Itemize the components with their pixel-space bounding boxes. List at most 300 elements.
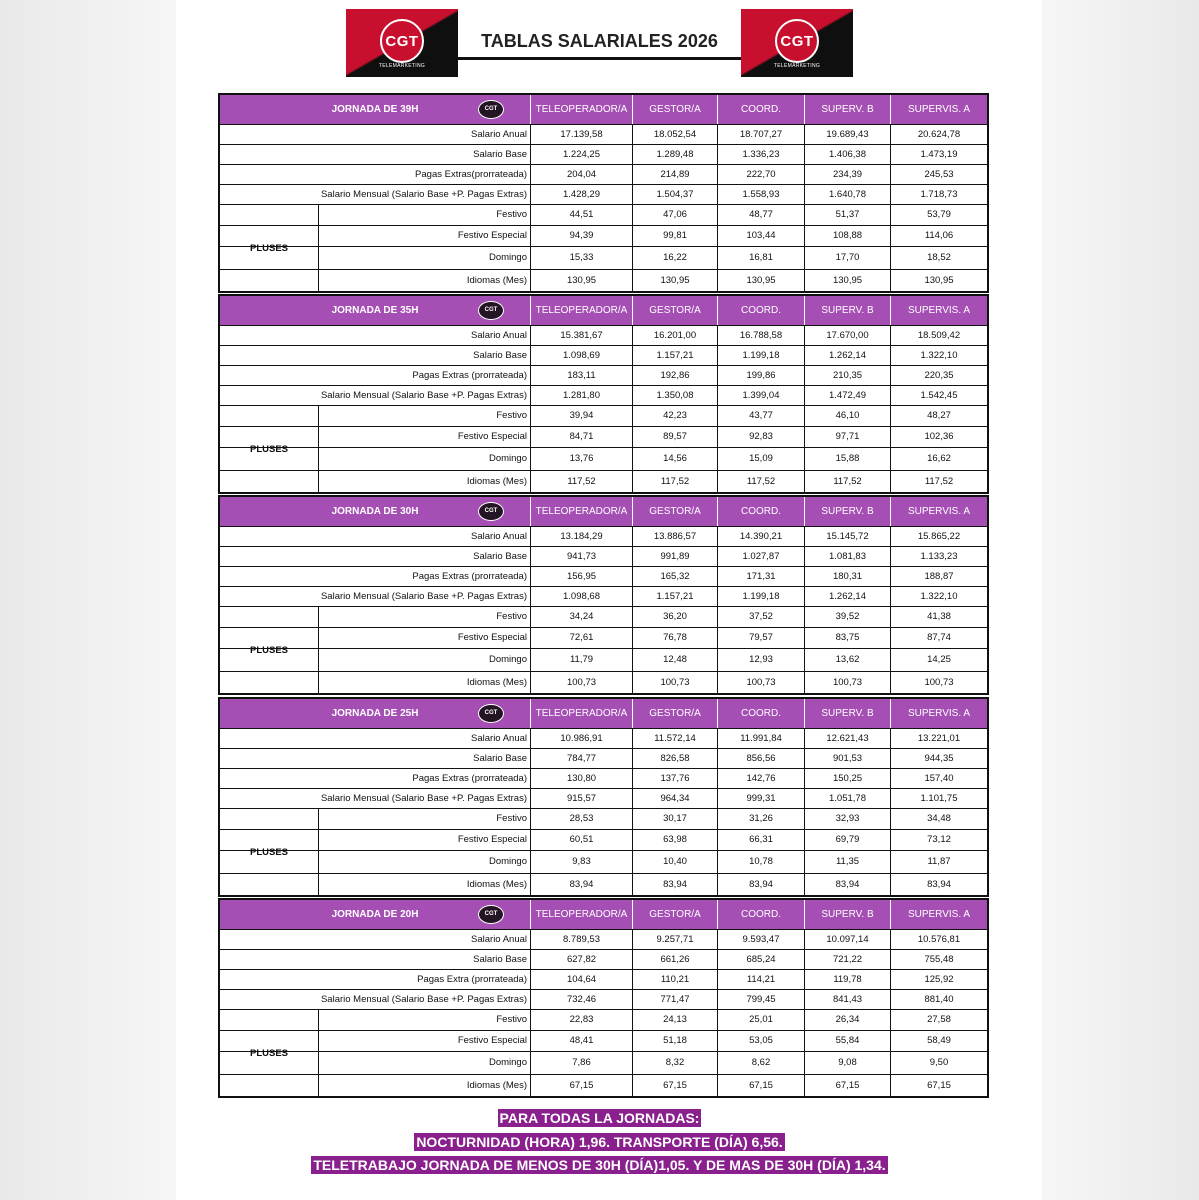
right-margin bbox=[1042, 0, 1199, 1200]
cell-value: 53,05 bbox=[717, 1031, 804, 1051]
cell-value: 16,62 bbox=[890, 448, 987, 470]
cell-value: 99,81 bbox=[632, 226, 717, 246]
table-row bbox=[220, 566, 987, 586]
cell-value: 7,86 bbox=[530, 1052, 632, 1074]
cell-value: 9.257,71 bbox=[632, 930, 717, 949]
logo-text: CGT bbox=[780, 33, 814, 50]
cell-value: 83,94 bbox=[632, 874, 717, 895]
cgt-logo-right bbox=[741, 9, 853, 77]
cgt-mini-logo: CGT bbox=[478, 301, 504, 320]
table-row bbox=[220, 546, 987, 566]
cell-value: 1.157,21 bbox=[632, 587, 717, 606]
table-row bbox=[220, 728, 987, 748]
cell-value: 941,73 bbox=[530, 547, 632, 566]
row-label: Pagas Extras(prorrateada) bbox=[415, 169, 527, 180]
cell-value: 826,58 bbox=[632, 749, 717, 768]
cell-value: 83,94 bbox=[717, 874, 804, 895]
cell-value: 83,75 bbox=[804, 628, 890, 648]
cell-value: 1.027,87 bbox=[717, 547, 804, 566]
column-header: SUPERVIS. A bbox=[890, 900, 987, 929]
cell-value: 10,40 bbox=[632, 851, 717, 873]
row-label: Festivo bbox=[318, 809, 530, 829]
row-label: Festivo bbox=[318, 406, 530, 426]
column-header: COORD. bbox=[717, 699, 804, 728]
cell-value: 48,77 bbox=[717, 205, 804, 225]
cell-value: 944,35 bbox=[890, 749, 987, 768]
salary-table-2 bbox=[218, 294, 989, 494]
row-label: Salario Anual bbox=[471, 129, 527, 140]
column-header: GESTOR/A bbox=[632, 900, 717, 929]
cell-value: 11.572,14 bbox=[632, 729, 717, 748]
cgt-mini-logo: CGT bbox=[478, 100, 504, 119]
cell-value: 1.101,75 bbox=[890, 789, 987, 808]
row-label: Idiomas (Mes) bbox=[318, 1075, 530, 1096]
cell-value: 199,86 bbox=[717, 366, 804, 385]
row-label: Pagas Extra (prorrateada) bbox=[417, 974, 527, 985]
pluses-label: PLUSES bbox=[220, 1009, 318, 1096]
cell-value: 1.322,10 bbox=[890, 587, 987, 606]
table-header bbox=[220, 296, 987, 325]
cell-value: 1.472,49 bbox=[804, 386, 890, 405]
cell-value: 36,20 bbox=[632, 607, 717, 627]
cell-value: 32,93 bbox=[804, 809, 890, 829]
cell-value: 22,83 bbox=[530, 1010, 632, 1030]
column-header: TELEOPERADOR/A bbox=[530, 95, 632, 124]
cell-value: 150,25 bbox=[804, 769, 890, 788]
cell-value: 11,87 bbox=[890, 851, 987, 873]
column-header: COORD. bbox=[717, 497, 804, 526]
cell-value: 130,80 bbox=[530, 769, 632, 788]
cell-value: 1.473,19 bbox=[890, 145, 987, 164]
logo-text: CGT bbox=[385, 33, 419, 50]
footer-line-3: TELETRABAJO JORNADA DE MENOS DE 30H (DÍA)1,05. Y DE MAS DE 30H (DÍA) 1,34. bbox=[313, 1157, 886, 1173]
cell-value: 13.184,29 bbox=[530, 527, 632, 546]
row-label: Salario Anual bbox=[471, 330, 527, 341]
row-label: Pagas Extras (prorrateada) bbox=[412, 571, 527, 582]
cell-value: 15,88 bbox=[804, 448, 890, 470]
cell-value: 58,49 bbox=[890, 1031, 987, 1051]
cell-value: 1.199,18 bbox=[717, 587, 804, 606]
cell-value: 31,26 bbox=[717, 809, 804, 829]
table-title: JORNADA DE 35H bbox=[331, 305, 419, 316]
cell-value: 1.718,73 bbox=[890, 185, 987, 204]
cell-value: 661,26 bbox=[632, 950, 717, 969]
cell-value: 114,21 bbox=[717, 970, 804, 989]
pluses-row bbox=[220, 470, 987, 492]
pluses-row bbox=[220, 246, 987, 269]
cell-value: 60,51 bbox=[530, 830, 632, 850]
column-header: SUPERVIS. A bbox=[890, 699, 987, 728]
cell-value: 67,15 bbox=[804, 1075, 890, 1096]
cell-value: 841,43 bbox=[804, 990, 890, 1009]
left-margin bbox=[0, 0, 176, 1200]
cell-value: 130,95 bbox=[717, 270, 804, 291]
table-row bbox=[220, 124, 987, 144]
cell-value: 234,39 bbox=[804, 165, 890, 184]
column-header: SUPERVIS. A bbox=[890, 95, 987, 124]
row-label: Salario Base bbox=[473, 954, 527, 965]
cell-value: 881,40 bbox=[890, 990, 987, 1009]
cell-value: 1.081,83 bbox=[804, 547, 890, 566]
table-row bbox=[220, 949, 987, 969]
cell-value: 156,95 bbox=[530, 567, 632, 586]
cell-value: 214,89 bbox=[632, 165, 717, 184]
cell-value: 1.281,80 bbox=[530, 386, 632, 405]
cgt-mini-logo: CGT bbox=[478, 502, 504, 521]
page-title: TABLAS SALARIALES 2026 bbox=[481, 31, 718, 51]
pluses-row bbox=[220, 1030, 987, 1051]
column-header: SUPERVIS. A bbox=[890, 497, 987, 526]
cell-value: 784,77 bbox=[530, 749, 632, 768]
table-row bbox=[220, 345, 987, 365]
column-header: GESTOR/A bbox=[632, 497, 717, 526]
row-label: Salario Mensual (Salario Base +P. Pagas Extras) bbox=[320, 793, 527, 804]
row-label: Salario Base bbox=[473, 149, 527, 160]
cgt-mini-logo: CGT bbox=[478, 704, 504, 723]
cell-value: 24,13 bbox=[632, 1010, 717, 1030]
cell-value: 18,52 bbox=[890, 247, 987, 269]
salary-table-1 bbox=[218, 93, 989, 293]
cell-value: 41,38 bbox=[890, 607, 987, 627]
table-title: JORNADA DE 25H bbox=[331, 708, 419, 719]
column-header: TELEOPERADOR/A bbox=[530, 497, 632, 526]
cell-value: 13.886,57 bbox=[632, 527, 717, 546]
cgt-logo-left bbox=[346, 9, 458, 77]
cell-value: 1.262,14 bbox=[804, 587, 890, 606]
cell-value: 1.157,21 bbox=[632, 346, 717, 365]
cell-value: 17.139,58 bbox=[530, 125, 632, 144]
cell-value: 171,31 bbox=[717, 567, 804, 586]
cell-value: 102,36 bbox=[890, 427, 987, 447]
cell-value: 856,56 bbox=[717, 749, 804, 768]
table-row bbox=[220, 768, 987, 788]
cell-value: 137,76 bbox=[632, 769, 717, 788]
cell-value: 18.707,27 bbox=[717, 125, 804, 144]
cell-value: 157,40 bbox=[890, 769, 987, 788]
cell-value: 11.991,84 bbox=[717, 729, 804, 748]
cell-value: 1.504,37 bbox=[632, 185, 717, 204]
cell-value: 72,61 bbox=[530, 628, 632, 648]
cell-value: 627,82 bbox=[530, 950, 632, 969]
cell-value: 117,52 bbox=[890, 471, 987, 492]
cell-value: 14.390,21 bbox=[717, 527, 804, 546]
cell-value: 83,94 bbox=[804, 874, 890, 895]
cell-value: 104,64 bbox=[530, 970, 632, 989]
cell-value: 732,46 bbox=[530, 990, 632, 1009]
cell-value: 1.051,78 bbox=[804, 789, 890, 808]
cell-value: 47,06 bbox=[632, 205, 717, 225]
cell-value: 100,73 bbox=[530, 672, 632, 693]
cell-value: 130,95 bbox=[804, 270, 890, 291]
row-label: Salario Anual bbox=[471, 531, 527, 542]
cell-value: 37,52 bbox=[717, 607, 804, 627]
row-label: Salario Mensual (Salario Base +P. Pagas Extras) bbox=[320, 189, 527, 200]
row-label: Festivo Especial bbox=[318, 628, 530, 648]
pluses-row bbox=[220, 447, 987, 470]
cell-value: 39,52 bbox=[804, 607, 890, 627]
logo-subtext: TELEMARKETING bbox=[378, 63, 426, 69]
cell-value: 1.406,38 bbox=[804, 145, 890, 164]
cell-value: 79,57 bbox=[717, 628, 804, 648]
table-row bbox=[220, 989, 987, 1009]
row-label: Salario Anual bbox=[471, 934, 527, 945]
row-label: Domingo bbox=[318, 851, 530, 873]
pluses-row bbox=[220, 1009, 987, 1030]
table-header bbox=[220, 95, 987, 124]
title-underline bbox=[458, 57, 741, 60]
logo-subtext: TELEMARKETING bbox=[773, 63, 821, 69]
cell-value: 53,79 bbox=[890, 205, 987, 225]
row-label: Idiomas (Mes) bbox=[318, 270, 530, 291]
cell-value: 43,77 bbox=[717, 406, 804, 426]
cell-value: 26,34 bbox=[804, 1010, 890, 1030]
pluses-row bbox=[220, 671, 987, 693]
pluses-label: PLUSES bbox=[220, 606, 318, 693]
cell-value: 9,83 bbox=[530, 851, 632, 873]
table-title: JORNADA DE 20H bbox=[331, 909, 419, 920]
row-label: Domingo bbox=[318, 448, 530, 470]
row-label: Pagas Extras (prorrateada) bbox=[412, 773, 527, 784]
pluses-row bbox=[220, 269, 987, 291]
pluses-row bbox=[220, 204, 987, 225]
cell-value: 204,04 bbox=[530, 165, 632, 184]
cell-value: 94,39 bbox=[530, 226, 632, 246]
row-label: Pagas Extras (prorrateada) bbox=[412, 370, 527, 381]
pluses-row bbox=[220, 1074, 987, 1096]
cell-value: 97,71 bbox=[804, 427, 890, 447]
cell-value: 66,31 bbox=[717, 830, 804, 850]
cell-value: 991,89 bbox=[632, 547, 717, 566]
row-label: Festivo Especial bbox=[318, 830, 530, 850]
cell-value: 10.576,81 bbox=[890, 930, 987, 949]
cell-value: 222,70 bbox=[717, 165, 804, 184]
cell-value: 1.542,45 bbox=[890, 386, 987, 405]
cell-value: 1.133,23 bbox=[890, 547, 987, 566]
cell-value: 13.221,01 bbox=[890, 729, 987, 748]
row-label: Festivo bbox=[318, 205, 530, 225]
cell-value: 69,79 bbox=[804, 830, 890, 850]
cell-value: 10.986,91 bbox=[530, 729, 632, 748]
cell-value: 210,35 bbox=[804, 366, 890, 385]
cell-value: 83,94 bbox=[530, 874, 632, 895]
cell-value: 100,73 bbox=[632, 672, 717, 693]
cell-value: 1.558,93 bbox=[717, 185, 804, 204]
row-label: Idiomas (Mes) bbox=[318, 471, 530, 492]
pluses-row bbox=[220, 1051, 987, 1074]
row-label: Idiomas (Mes) bbox=[318, 874, 530, 895]
cell-value: 11,79 bbox=[530, 649, 632, 671]
column-header: GESTOR/A bbox=[632, 699, 717, 728]
row-label: Festivo Especial bbox=[318, 427, 530, 447]
table-header bbox=[220, 900, 987, 929]
cell-value: 10.097,14 bbox=[804, 930, 890, 949]
table-row bbox=[220, 788, 987, 808]
cell-value: 1.199,18 bbox=[717, 346, 804, 365]
cell-value: 117,52 bbox=[804, 471, 890, 492]
cell-value: 19.689,43 bbox=[804, 125, 890, 144]
pluses-label: PLUSES bbox=[220, 405, 318, 492]
cell-value: 16.201,00 bbox=[632, 326, 717, 345]
cell-value: 9.593,47 bbox=[717, 930, 804, 949]
cell-value: 17.670,00 bbox=[804, 326, 890, 345]
cell-value: 245,53 bbox=[890, 165, 987, 184]
cell-value: 1.289,48 bbox=[632, 145, 717, 164]
table-header bbox=[220, 497, 987, 526]
cell-value: 119,78 bbox=[804, 970, 890, 989]
cell-value: 67,15 bbox=[890, 1075, 987, 1096]
pluses-row bbox=[220, 405, 987, 426]
cell-value: 999,31 bbox=[717, 789, 804, 808]
row-label: Salario Mensual (Salario Base +P. Pagas Extras) bbox=[320, 390, 527, 401]
cell-value: 34,48 bbox=[890, 809, 987, 829]
cell-value: 14,25 bbox=[890, 649, 987, 671]
cell-value: 10,78 bbox=[717, 851, 804, 873]
table-row bbox=[220, 164, 987, 184]
row-label: Festivo bbox=[318, 1010, 530, 1030]
table-header bbox=[220, 699, 987, 728]
cell-value: 117,52 bbox=[717, 471, 804, 492]
row-label: Festivo Especial bbox=[318, 1031, 530, 1051]
cell-value: 46,10 bbox=[804, 406, 890, 426]
cell-value: 685,24 bbox=[717, 950, 804, 969]
cell-value: 117,52 bbox=[530, 471, 632, 492]
cell-value: 108,88 bbox=[804, 226, 890, 246]
row-label: Salario Mensual (Salario Base +P. Pagas Extras) bbox=[320, 591, 527, 602]
cell-value: 192,86 bbox=[632, 366, 717, 385]
row-label: Salario Base bbox=[473, 753, 527, 764]
pluses-label: PLUSES bbox=[220, 204, 318, 291]
pluses-row bbox=[220, 426, 987, 447]
cell-value: 100,73 bbox=[890, 672, 987, 693]
table-row bbox=[220, 929, 987, 949]
cell-value: 18.052,54 bbox=[632, 125, 717, 144]
cell-value: 20.624,78 bbox=[890, 125, 987, 144]
column-header: GESTOR/A bbox=[632, 296, 717, 325]
footer-line-1: PARA TODAS LA JORNADAS: bbox=[499, 1110, 700, 1126]
cell-value: 1.262,14 bbox=[804, 346, 890, 365]
cell-value: 13,76 bbox=[530, 448, 632, 470]
row-label: Domingo bbox=[318, 1052, 530, 1074]
cell-value: 125,92 bbox=[890, 970, 987, 989]
table-title: JORNADA DE 30H bbox=[331, 506, 419, 517]
cell-value: 771,47 bbox=[632, 990, 717, 1009]
cell-value: 1.098,69 bbox=[530, 346, 632, 365]
cell-value: 1.350,08 bbox=[632, 386, 717, 405]
column-header: TELEOPERADOR/A bbox=[530, 699, 632, 728]
pluses-row bbox=[220, 606, 987, 627]
cell-value: 14,56 bbox=[632, 448, 717, 470]
row-label: Festivo bbox=[318, 607, 530, 627]
cell-value: 130,95 bbox=[530, 270, 632, 291]
column-header: COORD. bbox=[717, 296, 804, 325]
row-label: Idiomas (Mes) bbox=[318, 672, 530, 693]
cell-value: 12.621,43 bbox=[804, 729, 890, 748]
cell-value: 30,17 bbox=[632, 809, 717, 829]
cell-value: 114,06 bbox=[890, 226, 987, 246]
cell-value: 27,58 bbox=[890, 1010, 987, 1030]
cell-value: 8,32 bbox=[632, 1052, 717, 1074]
footer-line-2: NOCTURNIDAD (HORA) 1,96. TRANSPORTE (DÍA) 6,56. bbox=[416, 1134, 783, 1150]
column-header: SUPERV. B bbox=[804, 95, 890, 124]
cell-value: 12,93 bbox=[717, 649, 804, 671]
cell-value: 100,73 bbox=[804, 672, 890, 693]
cell-value: 11,35 bbox=[804, 851, 890, 873]
pluses-row bbox=[220, 829, 987, 850]
cell-value: 915,57 bbox=[530, 789, 632, 808]
cell-value: 67,15 bbox=[530, 1075, 632, 1096]
cell-value: 1.640,78 bbox=[804, 185, 890, 204]
pluses-row bbox=[220, 808, 987, 829]
pluses-row bbox=[220, 850, 987, 873]
pluses-row bbox=[220, 873, 987, 895]
cell-value: 42,23 bbox=[632, 406, 717, 426]
cell-value: 180,31 bbox=[804, 567, 890, 586]
cell-value: 16,81 bbox=[717, 247, 804, 269]
cell-value: 55,84 bbox=[804, 1031, 890, 1051]
table-row bbox=[220, 969, 987, 989]
cell-value: 220,35 bbox=[890, 366, 987, 385]
row-label: Salario Base bbox=[473, 350, 527, 361]
table-title: JORNADA DE 39H bbox=[331, 104, 419, 115]
column-header: SUPERV. B bbox=[804, 296, 890, 325]
cell-value: 9,08 bbox=[804, 1052, 890, 1074]
cell-value: 103,44 bbox=[717, 226, 804, 246]
cell-value: 15.865,22 bbox=[890, 527, 987, 546]
table-row bbox=[220, 184, 987, 204]
cell-value: 165,32 bbox=[632, 567, 717, 586]
cell-value: 188,87 bbox=[890, 567, 987, 586]
cell-value: 87,74 bbox=[890, 628, 987, 648]
table-row bbox=[220, 526, 987, 546]
row-label: Domingo bbox=[318, 649, 530, 671]
cell-value: 15.145,72 bbox=[804, 527, 890, 546]
cell-value: 48,41 bbox=[530, 1031, 632, 1051]
salary-table-3 bbox=[218, 495, 989, 695]
column-header: SUPERVIS. A bbox=[890, 296, 987, 325]
cell-value: 67,15 bbox=[632, 1075, 717, 1096]
column-header: SUPERV. B bbox=[804, 699, 890, 728]
table-row bbox=[220, 144, 987, 164]
cell-value: 15,09 bbox=[717, 448, 804, 470]
cell-value: 28,53 bbox=[530, 809, 632, 829]
cell-value: 25,01 bbox=[717, 1010, 804, 1030]
row-label: Salario Anual bbox=[471, 733, 527, 744]
cell-value: 73,12 bbox=[890, 830, 987, 850]
cell-value: 12,48 bbox=[632, 649, 717, 671]
column-header: SUPERV. B bbox=[804, 900, 890, 929]
table-row bbox=[220, 586, 987, 606]
cell-value: 13,62 bbox=[804, 649, 890, 671]
cell-value: 92,83 bbox=[717, 427, 804, 447]
cell-value: 142,76 bbox=[717, 769, 804, 788]
column-header: COORD. bbox=[717, 95, 804, 124]
cell-value: 1.399,04 bbox=[717, 386, 804, 405]
cell-value: 130,95 bbox=[890, 270, 987, 291]
column-header: COORD. bbox=[717, 900, 804, 929]
cell-value: 48,27 bbox=[890, 406, 987, 426]
cell-value: 110,21 bbox=[632, 970, 717, 989]
cell-value: 8,62 bbox=[717, 1052, 804, 1074]
cell-value: 15,33 bbox=[530, 247, 632, 269]
cell-value: 9,50 bbox=[890, 1052, 987, 1074]
table-row bbox=[220, 385, 987, 405]
cell-value: 16.788,58 bbox=[717, 326, 804, 345]
cgt-mini-logo: CGT bbox=[478, 905, 504, 924]
pluses-row bbox=[220, 225, 987, 246]
cell-value: 755,48 bbox=[890, 950, 987, 969]
cell-value: 15.381,67 bbox=[530, 326, 632, 345]
cell-value: 18.509,42 bbox=[890, 326, 987, 345]
